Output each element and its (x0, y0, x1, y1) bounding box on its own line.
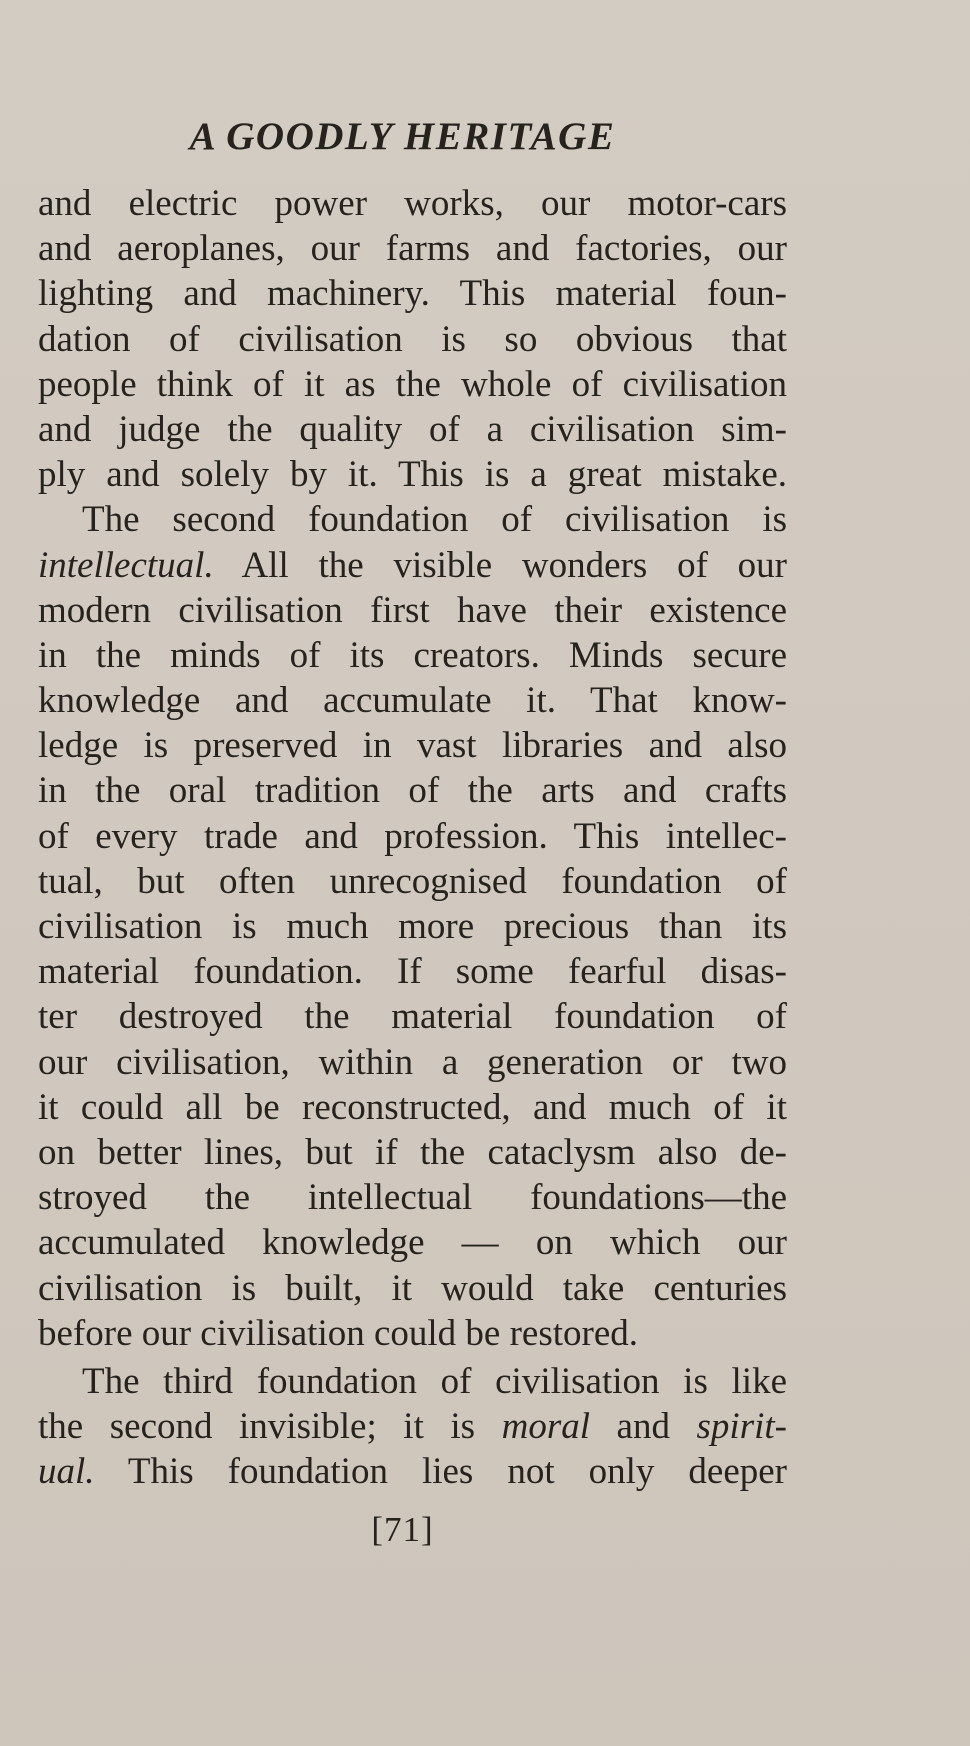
text-line: of every trade and profession. This intellec- (38, 815, 787, 857)
text-line: and electric power works, our motor-cars (38, 183, 787, 224)
text-line: ledge is preserved in vast libraries and also (38, 725, 787, 767)
text-line: The third foundation of civilisation is like (82, 1360, 787, 1402)
text-line: people think of it as the whole of civilisation (38, 363, 787, 405)
text-line: accumulated knowledge — on which our (38, 1222, 787, 1264)
text-line: dation of civilisation is so obvious that (38, 318, 787, 360)
text-line: in the oral tradition of the arts and crafts (38, 770, 787, 812)
emphasis: intellectual. (38, 544, 214, 586)
text-line: it could all be reconstructed, and much of it (38, 1086, 787, 1128)
emphasis: ual. (38, 1451, 95, 1493)
text-line: civilisation is built, it would take centuries (38, 1267, 787, 1309)
text-line: civilisation is much more precious than its (38, 906, 787, 947)
text-line: stroyed the intellectual foundations—the (38, 1177, 787, 1219)
text-line: and judge the quality of a civilisation sim- (38, 408, 787, 450)
text-line: The second foundation of civilisation is (82, 499, 787, 541)
emphasis: spirit- (696, 1406, 787, 1448)
text-line: the second invisible; it is moral and spirit- (38, 1406, 787, 1448)
text-line: ual. This foundation lies not only deeper (38, 1451, 787, 1493)
text-line: on better lines, but if the cataclysm also de- (38, 1131, 787, 1173)
text-line: our civilisation, within a generation or two (38, 1041, 787, 1083)
text-line: and aeroplanes, our farms and factories, our (38, 228, 787, 270)
text-line: ply and solely by it. This is a great mistake. (38, 454, 787, 496)
running-head: A GOODLY HERITAGE (189, 115, 616, 158)
page-number: [71] (371, 1510, 434, 1549)
text-line: in the minds of its creators. Minds secure (38, 634, 787, 676)
text-line: material foundation. If some fearful disas- (38, 951, 787, 993)
text-line: modern civilisation first have their existence (38, 589, 787, 631)
paragraph (38, 497, 787, 1356)
text-line: knowledge and accumulate it. That know- (38, 680, 787, 722)
text-line: intellectual. All the visible wonders of our (38, 544, 787, 586)
text-line: lighting and machinery. This material foun- (38, 273, 787, 315)
emphasis: moral (501, 1406, 591, 1448)
body-text (38, 181, 787, 1494)
text-line: tual, but often unrecognised foundation of (38, 860, 787, 902)
text-line: ter destroyed the material foundation of (38, 996, 787, 1038)
text-line: before our civilisation could be restored. (38, 1312, 639, 1354)
paragraph (38, 181, 787, 497)
paragraph (38, 1359, 787, 1495)
